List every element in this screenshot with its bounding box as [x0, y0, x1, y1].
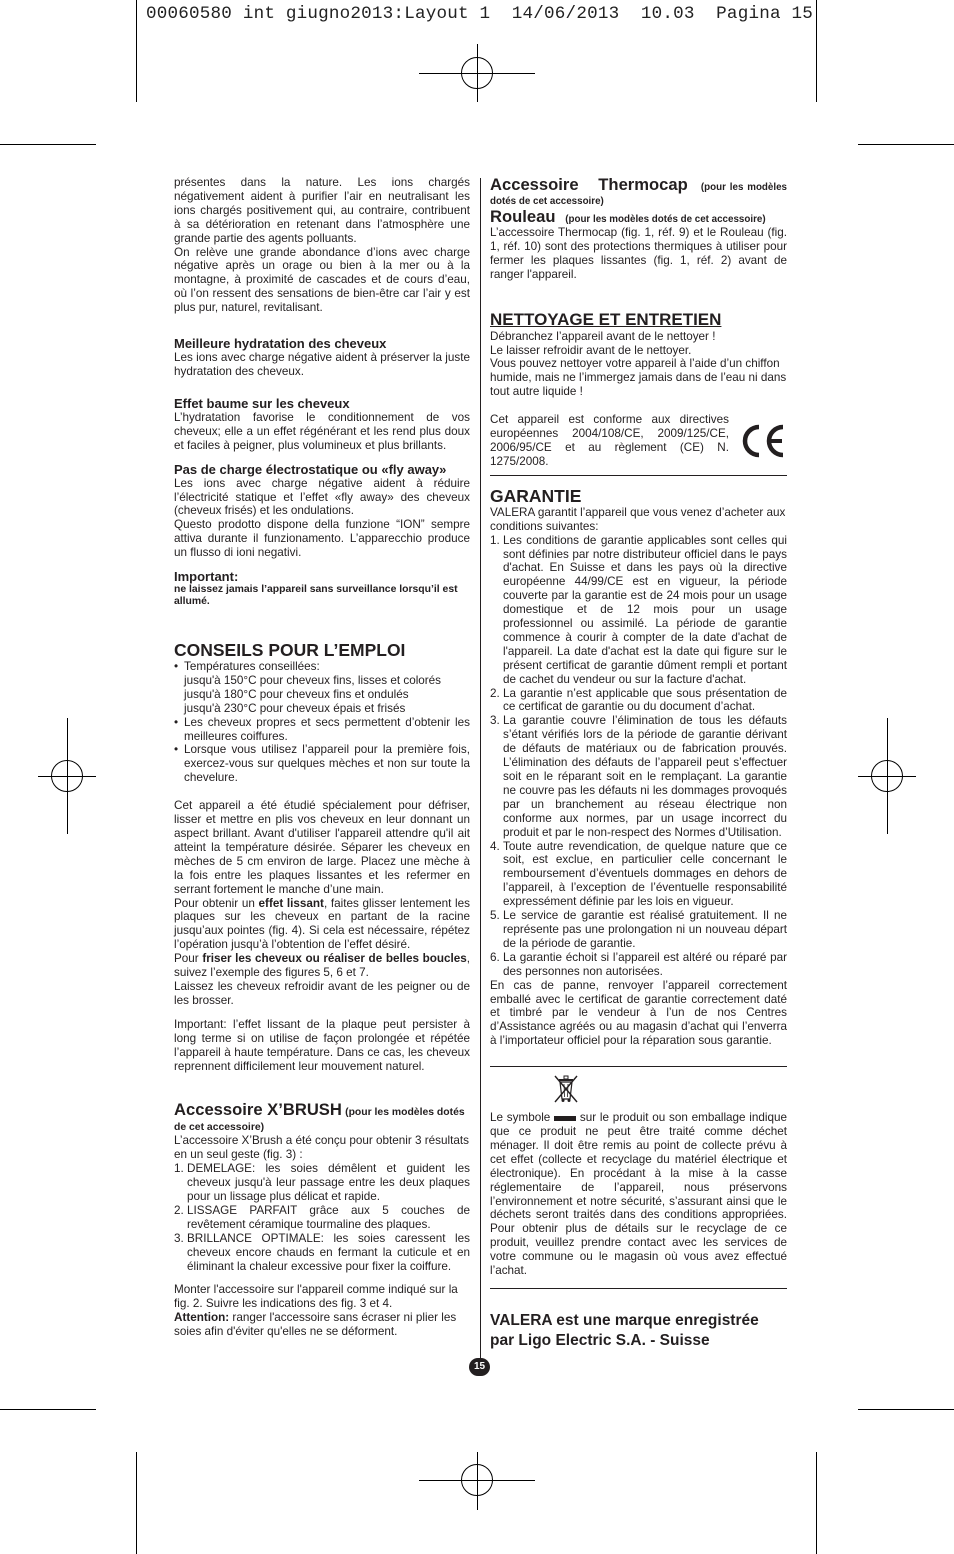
left-column	[174, 176, 470, 1339]
conformity-block	[490, 413, 787, 469]
monter-paragraph: Monter l'accessoire sur l'appareil comme indiqué sur la fig. 2. Suivre les indications des fig. 3 et 4.	[174, 1283, 458, 1311]
list-item: • Les cheveux propres et secs permettent d’obtenir les meilleures coiffures.	[174, 715, 470, 743]
xbrush-paragraph: L’accessoire X’Brush a été conçu pour obtenir 3 résultats en un seul geste (fig. 3) :	[174, 1134, 469, 1162]
list-item: 1. Les conditions de garantie applicables sont celles qui sont définies par notre distributeur officiel dans le pays d'achat. En Suisse et dans les pays où la directive européenne 44/99/CE est en vigueur, la période couverte par la garantie est de 24 mois pour un usage domestique et de 12 mois pour un usage professionnel ou assimilé. La période de garantie commence à courir à compter de la date d'achat de l'appareil. La date d'achat est la date qui figure sur le présent certificat de garantie dûment rempli et portant de cachet du vendeur ou sur la facture d'achat.	[490, 533, 787, 686]
list-item: 3. La garantie couvre l’élimination de tous les défauts s’étant vérifiés lors de la période de garantie dérivant de défauts de matériaux ou de fabrication prouvés. L’élimination des défauts de l’appareil peut s’effectuer soit en le réparant soit en le remplaçant. La garantie ne couvre pas les défauts ni les dommages provoqués par un branchement au réseau électrique non conforme aux normes, par un usage incorrect du produit et par le non-respect des Normes d’Utilisation.	[490, 714, 787, 839]
weee-paragraph: Le symbole sur le produit ou son emballage indique que ce produit ne peut être traité comme déchet ménager. Il doit être remis au point de collecte prévu à cet effet (collecte et recyclage du matériel électrique et électronique). En procédant à la mise à la casse réglementaire de l’appareil, nous préservons l’environnement et notre sécurité, s’assurant ainsi que le déchets seront traités dans des conditions appropriées. Pour obtenir plus de détails sur le recyclage de ce produit, veuillez prendre contact avec les services de votre commune ou le magasin où vous avez effectué l’achat.	[490, 1111, 788, 1278]
list-item: 2. LISSAGE PARFAIT grâce aux 5 couches de revêtement céramique tourmaline des plaques.	[174, 1203, 470, 1231]
static-paragraph-2: Questo prodotto dispone della funzione “ION” sempre attiva durante il funzionamento. L’apparecchio produce un flusso di ioni negativi.	[174, 518, 470, 560]
crop-mark	[858, 144, 954, 145]
temp-line: jusqu'à 230°C pour cheveux épais et frisés	[184, 701, 406, 715]
heading-baume: Effet baume sur les cheveux	[174, 395, 350, 411]
crossed-bin-icon	[552, 1073, 580, 1109]
baume-paragraph: L’hydratation favorise le conditionnement de vos cheveux; elle a un effet régénérant et les rend plus doux et faciles à peigner, plus volumineux et plus brillants.	[174, 410, 470, 452]
intro-paragraph: présentes dans la nature. Les ions chargés négativement aident à purifier l’air en neutralisant les ions chargés positivement qui, au contraire, contribuent à sa détérioration en retenant dans l’atmosphère une grande partie des agents polluants.	[174, 176, 470, 245]
refroidir-paragraph: Laissez les cheveux refroidir avant de les peigner ou de les brosser.	[174, 979, 470, 1007]
temp-line: jusqu'à 180°C pour cheveux fins et ondulés	[184, 687, 409, 701]
nettoyage-paragraph: Vous pouvez nettoyer votre appareil à l’aide d’un chiffon humide, mais ne l’immergez jamais dans de l’eau ni dans tout autre liquide !	[490, 357, 787, 399]
heading-garantie: GARANTIE	[490, 485, 582, 506]
list-item: 2. La garantie n’est applicable que sous présentation de ce certificat de garantie ou du document d’achat.	[490, 686, 787, 714]
usage-paragraph: Cet appareil a été étudié spécialement pour défriser, lisser et mettre en plis vos cheveux en leur donnant un aspect brillant. Avant d'utiliser l'appareil attendre qu'il ait atteint la température désirée. Séparer les cheveux en mèches de 5 cm environ de large. Placez une mèche à la fois entre les plaques lissantes et les refermer en serrant fortement le manche d’une main.	[174, 799, 470, 896]
important-lissant-paragraph: Important: l’effet lissant de la plaque peut persister à long terme si on utilise de façon prolongée et répétée l’appareil à haute température. Dans ce cas, les cheveux reprennent difficilement leur mouvement naturel.	[174, 1017, 470, 1073]
friser-paragraph: Pour friser les cheveux ou réaliser de belles boucles, suivez l’exemple des figures 5, 6 et 7.	[174, 952, 470, 980]
conformity-text: Cet appareil est conforme aux directives européennes 2004/108/CE, 2009/125/CE, 2006/95/CE et au règlement (CE) N. 1275/2008.	[490, 413, 729, 468]
crop-mark	[816, 1452, 817, 1554]
heading-static: Pas de charge électrostatique ou «fly away»	[174, 461, 447, 477]
list-item: 4. Toute autre revendication, de quelque nature que ce soit, est exclue, en particulier celle concernant le remboursement d’éventuels dommages en dehors de l’appareil, à l’exception de l’éventuelle responsabilité expressément définie par les lois en vigueur.	[490, 839, 787, 909]
lissant-paragraph: Pour obtenir un effet lissant, faites glisser lentement les plaques sur les cheveux en partant de la racine jusqu’aux pointes (fig. 4). Si cela est nécessaire, répétez l’opération jusqu’à l’obtention de l’effet désiré.	[174, 896, 470, 952]
heading-conseils: CONSEILS POUR L’EMPLOI	[174, 640, 406, 661]
list-item: 1. DEMELAGE: les soies démêlent et guident les cheveux jusqu'à leur passage entre les deux plaques pour un lissage plus délicat et rapide.	[174, 1162, 470, 1204]
bin-bar-icon	[554, 1116, 576, 1121]
list-item: • Températures conseillées: jusqu'à 150°C pour cheveux fins, lisses et colorés jusqu'à 180°C pour cheveux fins et ondulés jusqu'à 230°C pour cheveux épais et frisés	[174, 660, 470, 716]
trademark-line: par Ligo Electric S.A. - Suisse	[490, 1332, 710, 1349]
heading-xbrush: Accessoire X’BRUSH (pour les modèles dotés de cet accessoire)	[174, 1100, 465, 1134]
static-paragraph: Les ions avec charge négative aident à réduire l’électricité statique et l’effet «fly away» des cheveux (cheveux frisés) et les ondulations.	[174, 476, 470, 518]
heading-thermocap: Accessoire Thermocap (pour les modèles dotés de cet accessoire)	[490, 175, 787, 207]
hydration-paragraph: Les ions avec charge négative aident à préserver la juste hydratation des cheveux.	[174, 351, 470, 378]
attention-paragraph: Attention: ranger l'accessoire sans écraser ni plier les soies afin d'éviter qu'elles ne se déforment.	[174, 1311, 457, 1339]
trademark-line: VALERA est une marque enregistrée	[490, 1312, 759, 1329]
page-number-badge: 15	[469, 1358, 490, 1376]
crop-mark	[136, 1452, 137, 1554]
crop-mark	[858, 1409, 954, 1410]
column-divider	[480, 178, 481, 1364]
print-slug: 00060580 int giugno2013:Layout 1 14/06/2013 10.03 Pagina 15	[146, 4, 813, 24]
list-item: 3. BRILLANCE OPTIMALE: les soies caressent les cheveux encore chauds en fermant la cuticule et en éliminant la chaleur excessive pour fixer la coiffure.	[174, 1231, 470, 1273]
xbrush-list	[174, 1162, 470, 1273]
crop-mark	[136, 0, 137, 102]
list-item: 5. Le service de garantie est réalisé gratuitement. Il ne représente pas une prolongation ni un nouveau départ de la période de garantie.	[490, 909, 787, 950]
heading-hydration: Meilleure hydratation des cheveux	[174, 336, 387, 352]
right-column	[490, 176, 787, 1351]
list-item: 6. La garantie échoit si l’appareil est altéré ou réparé par des personnes non autorisées.	[490, 950, 787, 978]
list-item: • Lorsque vous utilisez l’appareil pour la première fois, exercez-vous sur quelques mèches et non sur toute la chevelure.	[174, 743, 470, 785]
crop-mark	[816, 0, 817, 102]
intro-paragraph-2: On relève une grande abondance d’ions avec charge négative après un orage ou bien à la mer ou à la montagne, à proximité de cascades et de cours d’eau, où l’on ressent des sensations de bien-être car l’air y est plus pur, naturel, revitalisant.	[174, 245, 470, 315]
ce-mark-icon	[739, 423, 787, 459]
crop-mark	[0, 144, 96, 145]
conseils-list	[174, 660, 470, 785]
garantie-list	[490, 534, 787, 979]
thermocap-paragraph: L’accessoire Thermocap (fig. 1, réf. 9) et le Rouleau (fig. 1, réf. 10) sont des protections thermiques à utiliser pour fermer les plaques lissantes (fig. 1, réf. 2) avant de ranger l'appareil.	[490, 226, 787, 281]
heading-rouleau: Rouleau (pour les modèles dotés de cet accessoire)	[490, 207, 766, 226]
important-warning: ne laissez jamais l’appareil sans surveillance lorsqu’il est allumé.	[174, 584, 458, 608]
heading-nettoyage: NETTOYAGE ET ENTRETIEN	[490, 309, 722, 329]
heading-important: Important:	[174, 569, 239, 585]
crop-mark	[0, 1409, 96, 1410]
nettoyage-line: Débranchez l’appareil avant de le nettoyer !	[490, 329, 716, 343]
temp-line: jusqu'à 150°C pour cheveux fins, lisses et colorés	[184, 673, 442, 687]
panne-paragraph: En cas de panne, renvoyer l’appareil correctement emballé avec le certificat de garantie correctement daté et timbré par le vendeur à l’un de nos Centres d’Assistance agréés ou au magasin d’achat qui l’enverra à l’importateur officiel pour la réparation sous garantie.	[490, 978, 787, 1048]
nettoyage-line: Le laisser refroidir avant de le nettoyer.	[490, 343, 692, 357]
garantie-intro: VALERA garantit l’appareil que vous venez d’acheter aux conditions suivantes:	[490, 505, 786, 533]
